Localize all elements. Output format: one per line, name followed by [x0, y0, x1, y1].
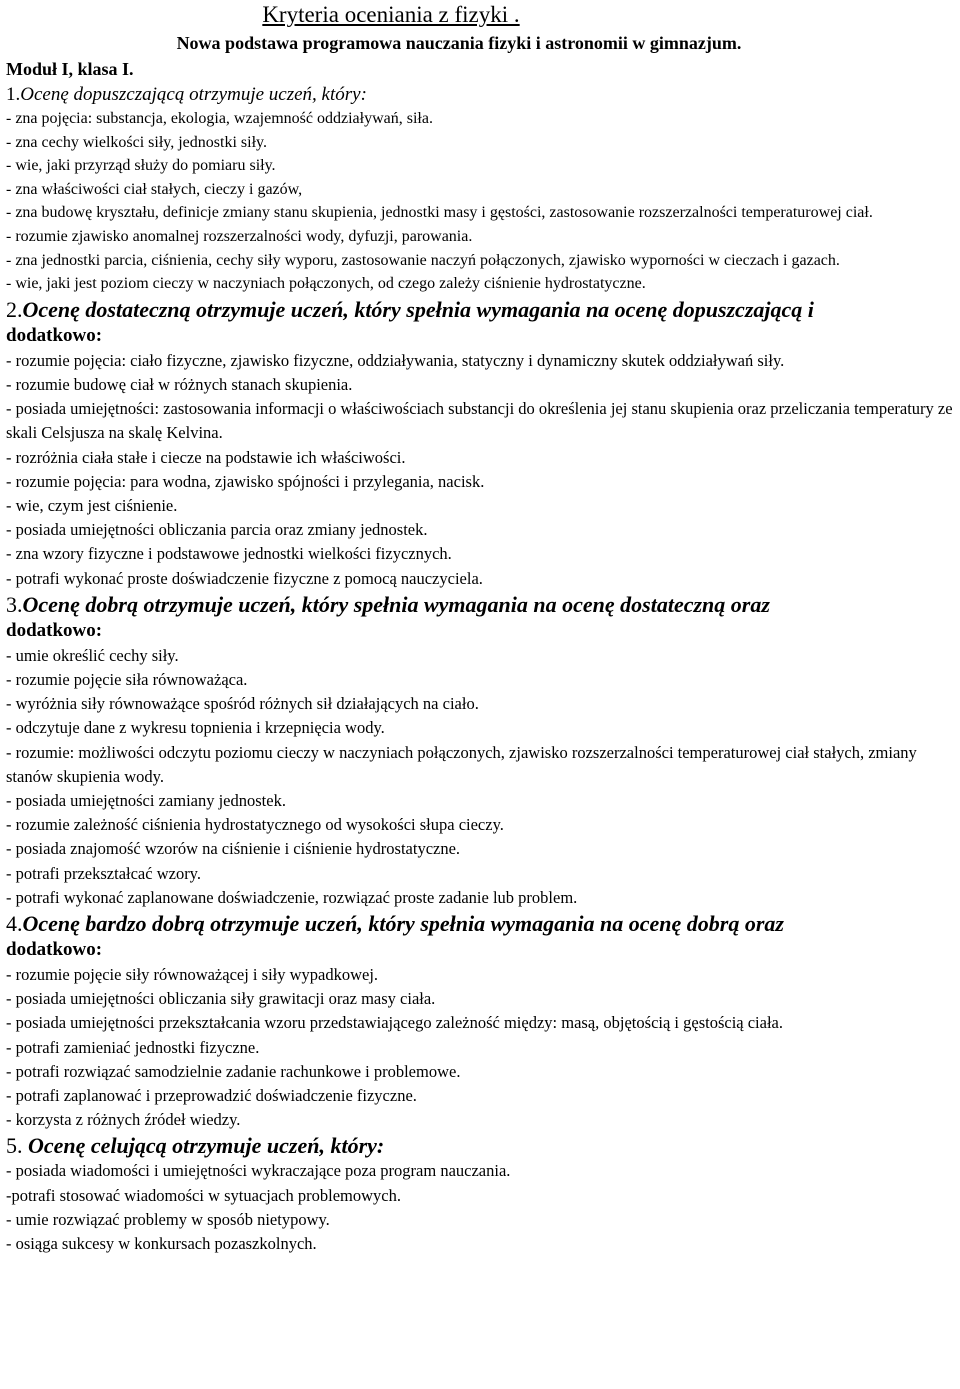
section-heading-continuation: dodatkowo: [6, 324, 103, 346]
section-heading-continuation: dodatkowo: [6, 619, 103, 641]
criteria-item: - posiada umiejętności przekształcania wzoru przedstawiającego zależność między: masą, objętością i gęstością ciała. [6, 1013, 783, 1033]
criteria-item: - zna właściwości ciał stałych, cieczy i gazów, [6, 180, 303, 198]
criteria-item: - zna jednostki parcia, ciśnienia, cechy siły wyporu, zastosowanie naczyń połączonych, zjawisko wyporności w cieczach i gazach. [6, 251, 840, 269]
criteria-item: - wie, jaki przyrząd służy do pomiaru siły. [6, 157, 276, 175]
criteria-item: - rozumie: możliwości odczytu poziomu cieczy w naczyniach połączonych, zjawisko rozszerzalności temperaturowej ciał stałych, zmiany stanów skupienia wody. [6, 742, 917, 786]
criteria-item: - posiada umiejętności obliczania siły grawitacji oraz masy ciała. [6, 989, 436, 1009]
document-title: Kryteria oceniania z fizyki . [262, 2, 520, 27]
criteria-item: - zna pojęcia: substancja, ekologia, wzajemność oddziaływań, siła. [6, 110, 433, 127]
criteria-item: - posiada wiadomości i umiejętności wykraczające poza program nauczania. [6, 1161, 511, 1181]
criteria-item: - rozróżnia ciała stałe i ciecze na podstawie ich właściwości. [6, 447, 406, 467]
criteria-item: - zna cechy wielkości siły, jednostki siły. [6, 133, 267, 151]
section-number: 5. [6, 1133, 28, 1159]
criteria-list [6, 349, 958, 591]
section-heading-continuation: dodatkowo: [6, 939, 103, 961]
criteria-item: - rozumie pojęcia: ciało fizyczne, zjawisko fizyczne, oddziaływania, statyczny i dynamiczny skutek oddziaływań siły. [6, 350, 785, 370]
criteria-item: - rozumie zależność ciśnienia hydrostatycznego od wysokości słupa cieczy. [6, 815, 504, 835]
criteria-item: - potrafi zaplanować i przeprowadzić doświadczenie fizyczne. [6, 1086, 417, 1106]
criteria-item: - wyróżnia siły równoważące spośród różnych sił działających na ciało. [6, 694, 479, 714]
criteria-item: - umie rozwiązać problemy w sposób nietypowy. [6, 1209, 330, 1229]
grade-section-3 [6, 591, 958, 910]
section-heading-text: Ocenę bardzo dobrą otrzymuje uczeń, który spełnia wymagania na ocenę dobrą oraz [22, 911, 784, 937]
section-number: 3. [6, 591, 23, 617]
criteria-item: - rozumie pojęcia: para wodna, zjawisko spójności i przylegania, nacisk. [6, 471, 485, 491]
section-heading [6, 591, 958, 644]
criteria-item: - posiada umiejętności zamiany jednostek. [6, 791, 286, 810]
criteria-item: - posiada znajomość wzorów na ciśnienie i ciśnienie hydrostatyczne. [6, 839, 461, 859]
criteria-item: - osiąga sukcesy w konkursach pozaszkolnych. [6, 1234, 317, 1254]
section-heading-text: Ocenę celującą otrzymuje uczeń, który: [28, 1133, 385, 1159]
section-heading [6, 910, 958, 963]
section-heading-text: Ocenę dopuszczającą otrzymuje uczeń, który: [20, 84, 367, 105]
criteria-list [6, 107, 958, 296]
grade-section-5 [6, 1132, 958, 1256]
grade-section-2 [6, 296, 958, 591]
section-number: 1. [6, 84, 21, 105]
section-heading [6, 1132, 958, 1159]
criteria-item: - rozumie pojęcie siła równoważąca. [6, 669, 248, 689]
criteria-item: - umie określić cechy siły. [6, 645, 179, 665]
document-page [6, 0, 958, 1256]
criteria-item: - posiada umiejętności obliczania parcia oraz zmiany jednostek. [6, 520, 428, 540]
criteria-list [6, 1159, 958, 1256]
criteria-list [6, 963, 958, 1132]
criteria-item: - odczytuje dane z wykresu topnienia i krzepnięcia wody. [6, 718, 385, 738]
section-heading-text: Ocenę dobrą otrzymuje uczeń, który spełnia wymagania na ocenę dostateczną oraz [22, 591, 770, 617]
section-number: 2. [6, 296, 23, 322]
criteria-item: -potrafi stosować wiadomości w sytuacjach problemowych. [6, 1185, 401, 1205]
criteria-item: - wie, jaki jest poziom cieczy w naczyniach połączonych, od czego zależy ciśnienie hydrostatyczne. [6, 275, 646, 293]
section-heading [6, 82, 958, 107]
section-number: 4. [6, 911, 23, 937]
criteria-item: - zna budowę kryształu, definicje zmiany stanu skupienia, jednostki masy i gęstości, zastosowanie rozszerzalności temperaturowej ciał. [6, 204, 873, 222]
module-label: Moduł I, klasa I. [6, 59, 134, 79]
criteria-item: - zna wzory fizyczne i podstawowe jednostki wielkości fizycznych. [6, 544, 452, 564]
criteria-item: - potrafi wykonać proste doświadczenie fizyczne z pomocą nauczyciela. [6, 568, 483, 588]
criteria-item: - korzysta z różnych źródeł wiedzy. [6, 1110, 241, 1130]
criteria-item: - potrafi przekształcać wzory. [6, 863, 201, 883]
criteria-item: - potrafi zamieniać jednostki fizyczne. [6, 1037, 260, 1057]
criteria-item: - rozumie budowę ciał w różnych stanach skupienia. [6, 374, 353, 394]
section-heading [6, 296, 958, 349]
grade-section-4 [6, 910, 958, 1132]
criteria-item: - potrafi wykonać zaplanowane doświadczenie, rozwiązać proste zadanie lub problem. [6, 887, 578, 907]
criteria-list [6, 644, 958, 910]
grade-section-1 [6, 82, 958, 296]
section-heading-text: Ocenę dostateczną otrzymuje uczeń, który spełnia wymagania na ocenę dopuszczającą i [22, 296, 814, 322]
criteria-item: - posiada umiejętności: zastosowania informacji o właściwościach substancji do określenia jej stanu skupienia oraz przeliczania temperatury ze skali Celsjusza na skalę Kelvina. [6, 399, 953, 443]
criteria-item: - rozumie zjawisko anomalnej rozszerzalności wody, dyfuzji, parowania. [6, 227, 473, 245]
document-subtitle: Nowa podstawa programowa nauczania fizyki i astronomii w gimnazjum. [176, 33, 742, 53]
criteria-item: - rozumie pojęcie siły równoważącej i siły wypadkowej. [6, 965, 379, 985]
criteria-item: - wie, czym jest ciśnienie. [6, 495, 178, 515]
criteria-item: - potrafi rozwiązać samodzielnie zadanie rachunkowe i problemowe. [6, 1061, 461, 1081]
